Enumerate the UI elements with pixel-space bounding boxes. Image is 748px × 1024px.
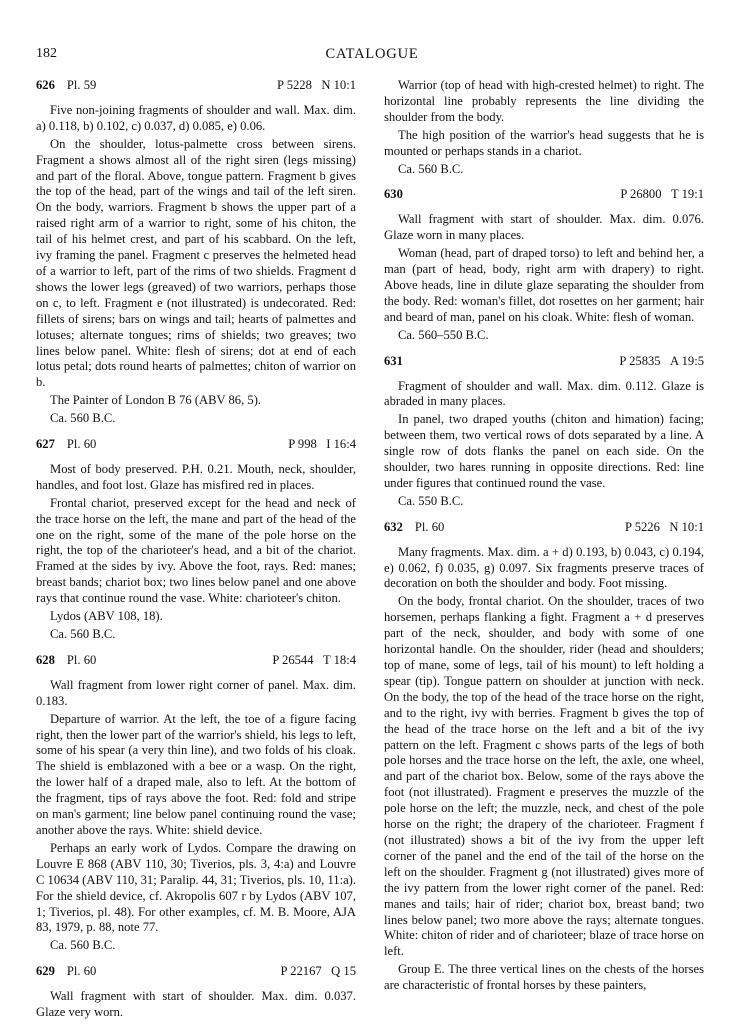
- entry-heading: [384, 520, 704, 536]
- entry-paragraph: On the body, frontal chariot. On the shoulder, traces of two horsemen, perhaps flanking a fight. Fragment a + d preserves part of the neck, shoulder, and body with some of one horizontal handle. On the shoulder, rider (head and shoulders; top of mane, some of legs, tail of his mount) to left holding a spear (tip). Tongue pattern on shoulder at junction with neck. On the body, the top of the head of the trace horse on the right, and to the right, ivy with berries. Fragment b gives the top of the head of the trace horse on the left and a bit of the ivy pattern on the left. Fragment c shows parts of the legs of both pole horses and the trace horse on the left, the axle, one wheel, and part of the chariot box. Below, some of the rays above the foot (not illustrated). Fragment e preserves the muzzle of the pole horse on the left; the muzzle, neck, and chest of the pole horse on the right; the drapery of the charioteer. Fragment f (not illustrated) shows a bit of the ivy from the upper left corner of the panel and the end of the tail of the horse on the left on the shoulder. Fragment g (not illustrated) gives more of the ivy pattern from the lower right corner of the panel. Red: manes and tails; hair of rider; chariot box, breast band; two lines below panel; two more above the rays; alternate tongues. White: chiton of rider and of charioteer; blaze of trace horse on left.: [384, 594, 704, 959]
- right-column: [384, 78, 704, 996]
- grid-location: N 10:1: [669, 519, 704, 534]
- grid-location: A 19:5: [670, 353, 704, 368]
- catalogue-entry-626: [36, 78, 356, 427]
- catalogue-entry-627: [36, 437, 356, 643]
- entry-heading: [384, 187, 704, 203]
- entry-paragraph: Wall fragment with start of shoulder. Max. dim. 0.037. Glaze very worn.: [36, 989, 356, 1020]
- entry-paragraph: The high position of the warrior's head suggests that he is mounted or perhaps stands in a chariot.: [384, 127, 704, 158]
- entry-paragraph: Many fragments. Max. dim. a + d) 0.193, b) 0.043, c) 0.194, e) 0.062, f) 0.035, g) 0.097. Six fragments preserve traces of decoration on both the shoulder and body. Foot missing.: [384, 544, 704, 591]
- page-header: [36, 46, 708, 66]
- entry-number: 631: [384, 353, 403, 368]
- plate-ref: Pl. 60: [414, 519, 445, 534]
- entry-number: 632: [384, 519, 403, 534]
- entry-date: Ca. 560 B.C.: [50, 411, 116, 426]
- entry-date: Ca. 560–550 B.C.: [398, 327, 489, 342]
- inventory-number: P 26544: [272, 652, 314, 667]
- entry-paragraph: Departure of warrior. At the left, the toe of a figure facing right, then the lower part of the warrior's shield, his legs to left, some of his spear (a very thin line), and two folds of his cloak. The shield is emblazoned with a bee or a wasp. On the right, the lower half of a draped male, also to left. At the bottom of the fragment, tips of rays above the foot. Red: fold and stripe on man's garment; line below panel continuing round the vase; another above the rays. White: shield device.: [36, 711, 356, 837]
- inventory-number: P 998: [288, 437, 317, 452]
- plate-ref: Pl. 60: [66, 437, 97, 452]
- entry-number: 627: [36, 437, 55, 452]
- entry-paragraph: Group E. The three vertical lines on the chests of the horses are characteristic of frontal horses by these painters,: [384, 962, 704, 993]
- entry-heading: [36, 653, 356, 669]
- catalogue-entry-629-continued: [384, 78, 704, 177]
- entry-heading: [36, 78, 356, 94]
- entry-number: 629: [36, 964, 55, 979]
- entry-paragraph: In panel, two draped youths (chiton and himation) facing; between them, two vertical rows of dots separated by a line. A single row of dots flanks the panel on each side. On the shoulder, two hares running in opposite directions. Red: line under figures that continued round the vase.: [384, 412, 704, 490]
- catalogue-entry-628: [36, 653, 356, 954]
- entry-number: 628: [36, 652, 55, 667]
- inventory-number: P 5228: [277, 78, 312, 92]
- inventory-number: P 5226: [625, 519, 660, 534]
- grid-location: T 18:4: [322, 652, 356, 667]
- entry-paragraph: Lydos (ABV 108, 18).: [50, 609, 163, 624]
- catalogue-entry-630: [384, 187, 704, 343]
- entry-paragraph: Woman (head, part of draped torso) to left and behind her, a man (part of head, body, right arm with drapery) to right. Above heads, line in dilute glaze separating the shoulder from the body. Red: woman's fillet, dot rosettes on her garment; hair and beard of man, panel on his cloak. White: flesh of woman.: [384, 246, 704, 324]
- entry-paragraph: Frontal chariot, preserved except for the head and neck of the trace horse on the left, the mane and part of the head of the one on the right, some of the mane of the pole horse on the right, the top of the charioteer's head, and a bit of the chariot. Framed at the sides by ivy. Above the foot, rays. Red: manes; breast bands; chariot box; two lines below panel and one above rays that continue round the vase. White: charioteer's chiton.: [36, 495, 356, 606]
- inventory-number: P 26800: [620, 187, 662, 202]
- grid-location: I 16:4: [326, 437, 356, 452]
- entry-heading: [384, 354, 704, 370]
- entry-paragraph: Most of body preserved. P.H. 0.21. Mouth, neck, shoulder, handles, and foot lost. Glaze has misfired red in places.: [36, 461, 356, 492]
- entry-paragraph: Perhaps an early work of Lydos. Compare the drawing on Louvre E 868 (ABV 110, 30; Tiverios, pls. 3, 4:a) and Louvre C 10634 (ABV 110, 31; Paralip. 44, 31; Tiverios, pls. 10, 11:a). For the shield device, cf. Akropolis 607 r by Lydos (ABV 107, 1; Tiverios, pl. 48). For other examples, cf. M. B. Moore, AJA 83, 1979, p. 88, note 77.: [36, 840, 356, 935]
- page-number: 182: [36, 46, 57, 61]
- entry-number: 630: [384, 187, 403, 202]
- entry-paragraph: The Painter of London B 76 (ABV 86, 5).: [50, 393, 262, 408]
- entry-date: Ca. 560 B.C.: [50, 627, 116, 641]
- entry-number: 626: [36, 78, 55, 92]
- catalogue-entry-632: [384, 520, 704, 994]
- entry-paragraph: On the shoulder, lotus-palmette cross between sirens. Fragment a shows almost all of the right siren (legs missing) and part of the floral. Above, tongue pattern. Fragment b gives the top of the head, part of the wings and tail of the left siren. On the body, warriors. Fragment b shows the upper part of a raised right arm of a warrior to right, some of his chiton, the tail of his helmet crest, and part of his scabbard. On the left, ivy framing the panel. Fragment c preserves the helmeted head of a warrior to left, part of the rims of two shields. Fragment d shows the lower legs (greaved) of two warriors, perhaps those on c, to left. Fragment e (not illustrated) is undecorated. Red: fillets of sirens; bars on wings and tail; hearts of palmettes and lotuses; alternate tongues; rims of shields; two greaves; two lines below panel. White: flesh of sirens; dot at end of each lotus petal; dots round hearts of palmettes; chiton of warrior on b.: [36, 136, 356, 390]
- entry-date: Ca. 560 B.C.: [50, 938, 116, 953]
- running-title: CATALOGUE: [325, 46, 419, 62]
- plate-ref: Pl. 60: [66, 964, 97, 979]
- inventory-number: P 22167: [280, 964, 322, 979]
- inventory-number: P 25835: [619, 353, 661, 368]
- entry-heading: [36, 964, 356, 980]
- entry-paragraph: Wall fragment with start of shoulder. Max. dim. 0.076. Glaze worn in many places.: [384, 212, 704, 243]
- grid-location: T 19:1: [670, 187, 704, 202]
- entry-heading: [36, 437, 356, 453]
- grid-location: N 10:1: [321, 78, 356, 92]
- plate-ref: Pl. 59: [66, 78, 97, 92]
- plate-ref: Pl. 60: [66, 652, 97, 667]
- entry-paragraph: Wall fragment from lower right corner of panel. Max. dim. 0.183.: [36, 677, 356, 708]
- grid-location: Q 15: [331, 964, 356, 979]
- entry-date: Ca. 560 B.C.: [398, 161, 464, 176]
- entry-paragraph: Warrior (top of head with high-crested helmet) to right. The horizontal line probably represents the line dividing the shoulder from the body.: [384, 78, 704, 124]
- catalogue-entry-631: [384, 354, 704, 510]
- entry-paragraph: Five non-joining fragments of shoulder and wall. Max. dim. a) 0.118, b) 0.102, c) 0.037, d) 0.085, e) 0.06.: [36, 102, 356, 133]
- entry-paragraph: Fragment of shoulder and wall. Max. dim. 0.112. Glaze is abraded in many places.: [384, 378, 704, 409]
- catalogue-entry-629: [36, 964, 356, 1021]
- left-column: [36, 78, 356, 1023]
- entry-date: Ca. 550 B.C.: [398, 493, 464, 508]
